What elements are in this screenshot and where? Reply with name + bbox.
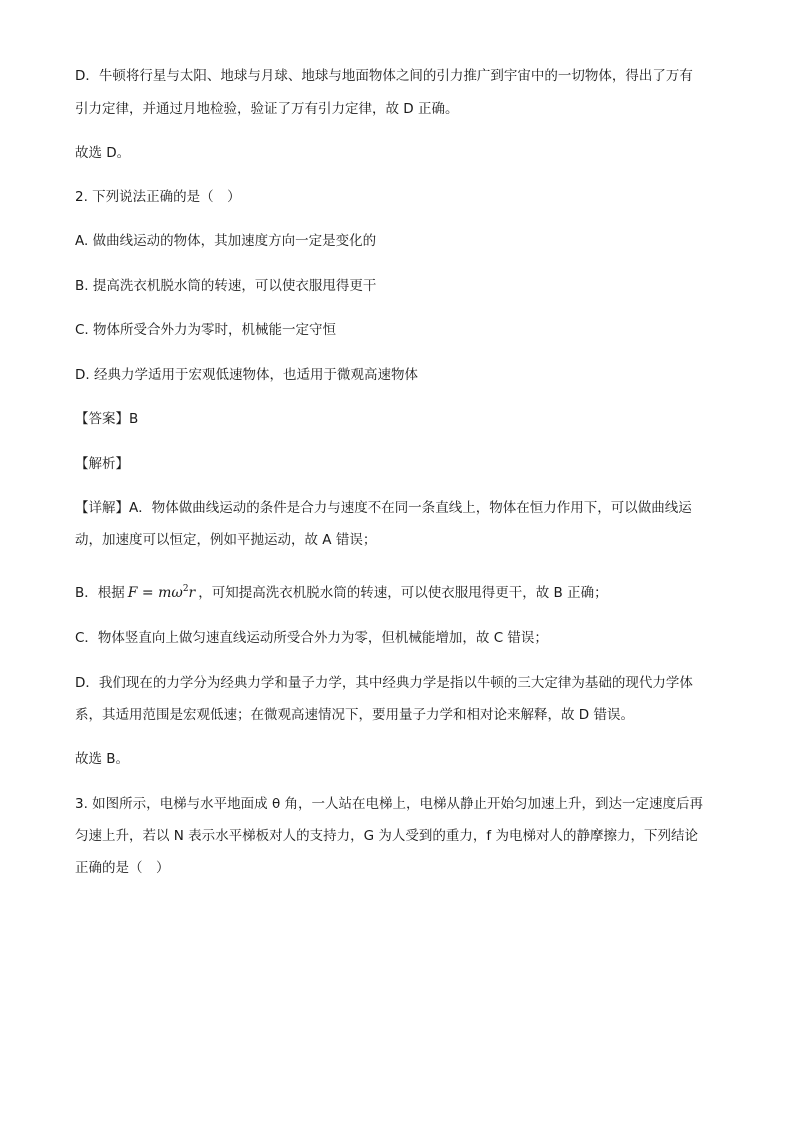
- question-3-stem-line-1: 3. 如图所示，电梯与水平地面成 θ 角，一人站在电梯上，电梯从静止开始匀加速上升，到达一定速度后再: [75, 796, 704, 812]
- detail-b-line: [75, 579, 725, 599]
- question-2-option-c: C. 物体所受合外力为零时，机械能一定守恒: [75, 322, 337, 338]
- question-2-analysis-label: 【解析】: [75, 456, 129, 472]
- detail-a-line-2: 动，加速度可以恒定，例如平抛运动，故 A 错误；: [75, 532, 377, 548]
- question-3-stem-line-2: 匀速上升，若以 N 表示水平梯板对人的支持力，G 为人受到的重力，f 为电梯对人的静摩擦力，下列结论: [75, 828, 698, 844]
- question-2-answer: 【答案】B: [75, 411, 139, 427]
- formula-tail: r: [188, 585, 196, 601]
- question-2-option-a: A. 做曲线运动的物体，其加速度方向一定是变化的: [75, 233, 377, 249]
- formula-exponent: 2: [182, 584, 189, 594]
- prev-solution-conclusion: 故选 D。: [75, 145, 131, 161]
- centripetal-force-formula: [125, 585, 198, 601]
- detail-c-line: C．物体竖直向上做匀速直线运动所受合外力为零，但机械能增加，故 C 错误；: [75, 630, 548, 646]
- detail-a-line-1: 【详解】A．物体做曲线运动的条件是合力与速度不在同一条直线上，物体在恒力作用下，可以做曲线运: [75, 500, 692, 516]
- question-2-option-d: D. 经典力学适用于宏观低速物体，也适用于微观高速物体: [75, 367, 418, 383]
- prev-solution-d-line-1: D．牛顿将行星与太阳、地球与月球、地球与地面物体之间的引力推广到宇宙中的一切物体，得出了万有: [75, 68, 693, 84]
- detail-d-line-2: 系，其适用范围是宏观低速；在微观高速情况下，要用量子力学和相对论来解释，故 D 错误。: [75, 707, 634, 723]
- detail-d-line-1: D．我们现在的力学分为经典力学和量子力学，其中经典力学是指以牛顿的三大定律为基础的现代力学体: [75, 675, 693, 691]
- detail-b-suffix: ，可知提高洗衣机脱水筒的转速，可以使衣服甩得更干，故 B 正确；: [198, 585, 608, 601]
- question-2-option-b: B. 提高洗衣机脱水筒的转速，可以使衣服甩得更干: [75, 278, 377, 294]
- formula-main: F = mω: [127, 585, 183, 601]
- detail-b-prefix: B．根据: [75, 585, 125, 601]
- question-2-stem: 2. 下列说法正确的是（ ）: [75, 189, 241, 205]
- prev-solution-d-line-2: 引力定律，并通过月地检验，验证了万有引力定律，故 D 正确。: [75, 101, 459, 117]
- question-3-stem-line-3: 正确的是（ ）: [75, 860, 170, 876]
- question-2-conclusion: 故选 B。: [75, 751, 130, 767]
